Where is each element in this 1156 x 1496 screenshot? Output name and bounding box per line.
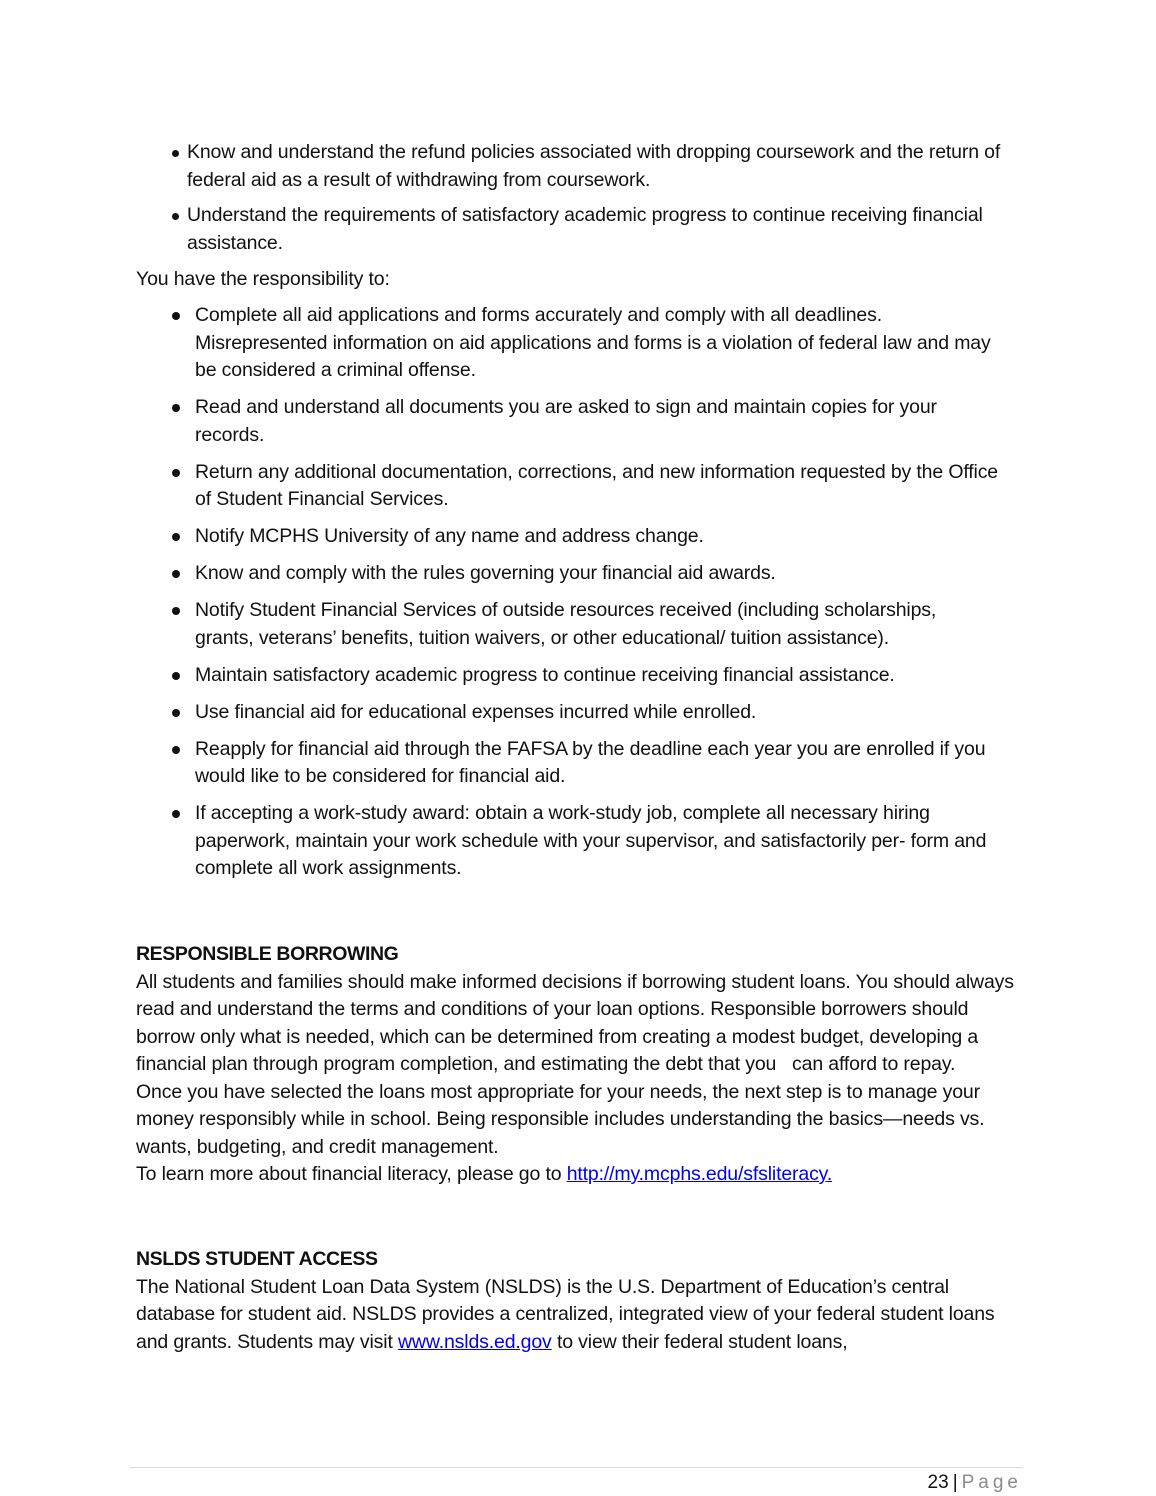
list-item bbox=[168, 459, 998, 514]
page-footer bbox=[928, 1471, 1022, 1495]
paragraph-text: To learn more about financial literacy, please go to bbox=[136, 1163, 567, 1185]
bullet-icon bbox=[172, 404, 180, 412]
paragraph bbox=[136, 1161, 1021, 1189]
list-item-text: Notify MCPHS University of any name and address change. bbox=[195, 525, 704, 547]
financial-literacy-link[interactable]: http://my.mcphs.edu/sfsliteracy. bbox=[566, 1163, 833, 1185]
section-heading: NSLDS STUDENT ACCESS bbox=[136, 1248, 378, 1270]
footer-divider bbox=[130, 1467, 1023, 1468]
paragraph-text: The National Student Loan Data System (NSLDS) is the U.S. Department of Education’s central database for student aid. NSLDS provides a centralized, integrated view of your federal student loans and grants. Students may visit bbox=[136, 1275, 995, 1353]
paragraph-text: to view their federal student loans, bbox=[551, 1330, 848, 1353]
footer-separator: | bbox=[952, 1472, 958, 1493]
bullet-icon bbox=[172, 570, 180, 578]
list-item bbox=[168, 523, 998, 551]
bullet-icon bbox=[172, 672, 180, 680]
paragraph: Once you have selected the loans most appropriate for your needs, the next step is to manage your money responsibly while in school. Being responsible includes understanding the basics—needs vs. wants, budgeting, and credit management. bbox=[136, 1080, 985, 1158]
bullet-icon bbox=[172, 709, 180, 717]
list-item-text: Reapply for financial aid through the FAFSA by the deadline each year you are enrolled if you would like to be considered for financial aid. bbox=[195, 737, 986, 787]
bullet-icon bbox=[172, 213, 179, 220]
paragraph bbox=[136, 1274, 1021, 1357]
list-item bbox=[168, 699, 998, 727]
list-item-text: Notify Student Financial Services of outside resources received (including scholarships, grants, veterans’ benefits, tuition waivers, or other educational/ tuition assistance). bbox=[195, 599, 937, 649]
bullet-icon bbox=[172, 150, 179, 157]
nslds-section bbox=[136, 1246, 1021, 1356]
list-item bbox=[168, 302, 998, 385]
bullet-icon bbox=[172, 746, 180, 754]
bullet-icon bbox=[172, 533, 180, 541]
list-item-text: Maintain satisfactory academic progress to continue receiving financial assistance. bbox=[195, 663, 895, 686]
list-item-text: Use financial aid for educational expenses incurred while enrolled. bbox=[195, 700, 757, 723]
list-item-text: Complete all aid applications and forms accurately and comply with all deadlines. Misrepresented information on aid applications and forms is a violation of federal law and may be considered a criminal offense. bbox=[195, 304, 991, 381]
page-label: Page bbox=[961, 1472, 1022, 1493]
list-item-text: Know and comply with the rules governing your financial aid awards. bbox=[195, 562, 776, 584]
list-item-text: If accepting a work-study award: obtain a work-study job, complete all necessary hiring paperwork, maintain your work schedule with your supervisor, and satisfactorily per- form and complete all work assignments. bbox=[195, 802, 987, 879]
list-item-text: Understand the requirements of satisfactory academic progress to continue receiving financial assistance. bbox=[187, 204, 983, 254]
list-item bbox=[168, 800, 998, 883]
page-number: 23 bbox=[927, 1472, 949, 1493]
bullet-icon bbox=[172, 810, 180, 818]
list-item bbox=[168, 394, 998, 449]
list-item bbox=[168, 202, 1028, 257]
responsible-borrowing-section bbox=[136, 941, 1021, 1189]
list-item-text: Know and understand the refund policies associated with dropping coursework and the return of federal aid as a result of withdrawing from coursework. bbox=[187, 141, 1001, 191]
list-item bbox=[168, 560, 998, 588]
top-bullet-list bbox=[168, 139, 1028, 265]
list-item bbox=[168, 597, 998, 652]
paragraph: All students and families should make informed decisions if borrowing student loans. You should always read and understand the terms and conditions of your loan options. Responsible borrowers should borrow only what is needed, which can be determined from creating a modest budget, developing a financial plan through program completion, and estimating the debt that you can afford to repay. bbox=[136, 970, 1020, 1075]
responsibility-list bbox=[168, 302, 998, 892]
bullet-icon bbox=[172, 312, 180, 320]
list-item-text: Return any additional documentation, corrections, and new information requested by the Office of Student Financial Services. bbox=[195, 460, 999, 510]
list-item bbox=[168, 662, 998, 690]
responsibility-intro: You have the responsibility to: bbox=[136, 268, 390, 290]
nslds-link[interactable]: www.nslds.ed.gov bbox=[397, 1330, 552, 1353]
list-item bbox=[168, 139, 1028, 194]
bullet-icon bbox=[172, 469, 180, 477]
bullet-icon bbox=[172, 607, 180, 615]
section-heading: RESPONSIBLE BORROWING bbox=[136, 943, 399, 965]
list-item bbox=[168, 736, 998, 791]
list-item-text: Read and understand all documents you are asked to sign and maintain copies for your records. bbox=[195, 396, 937, 446]
